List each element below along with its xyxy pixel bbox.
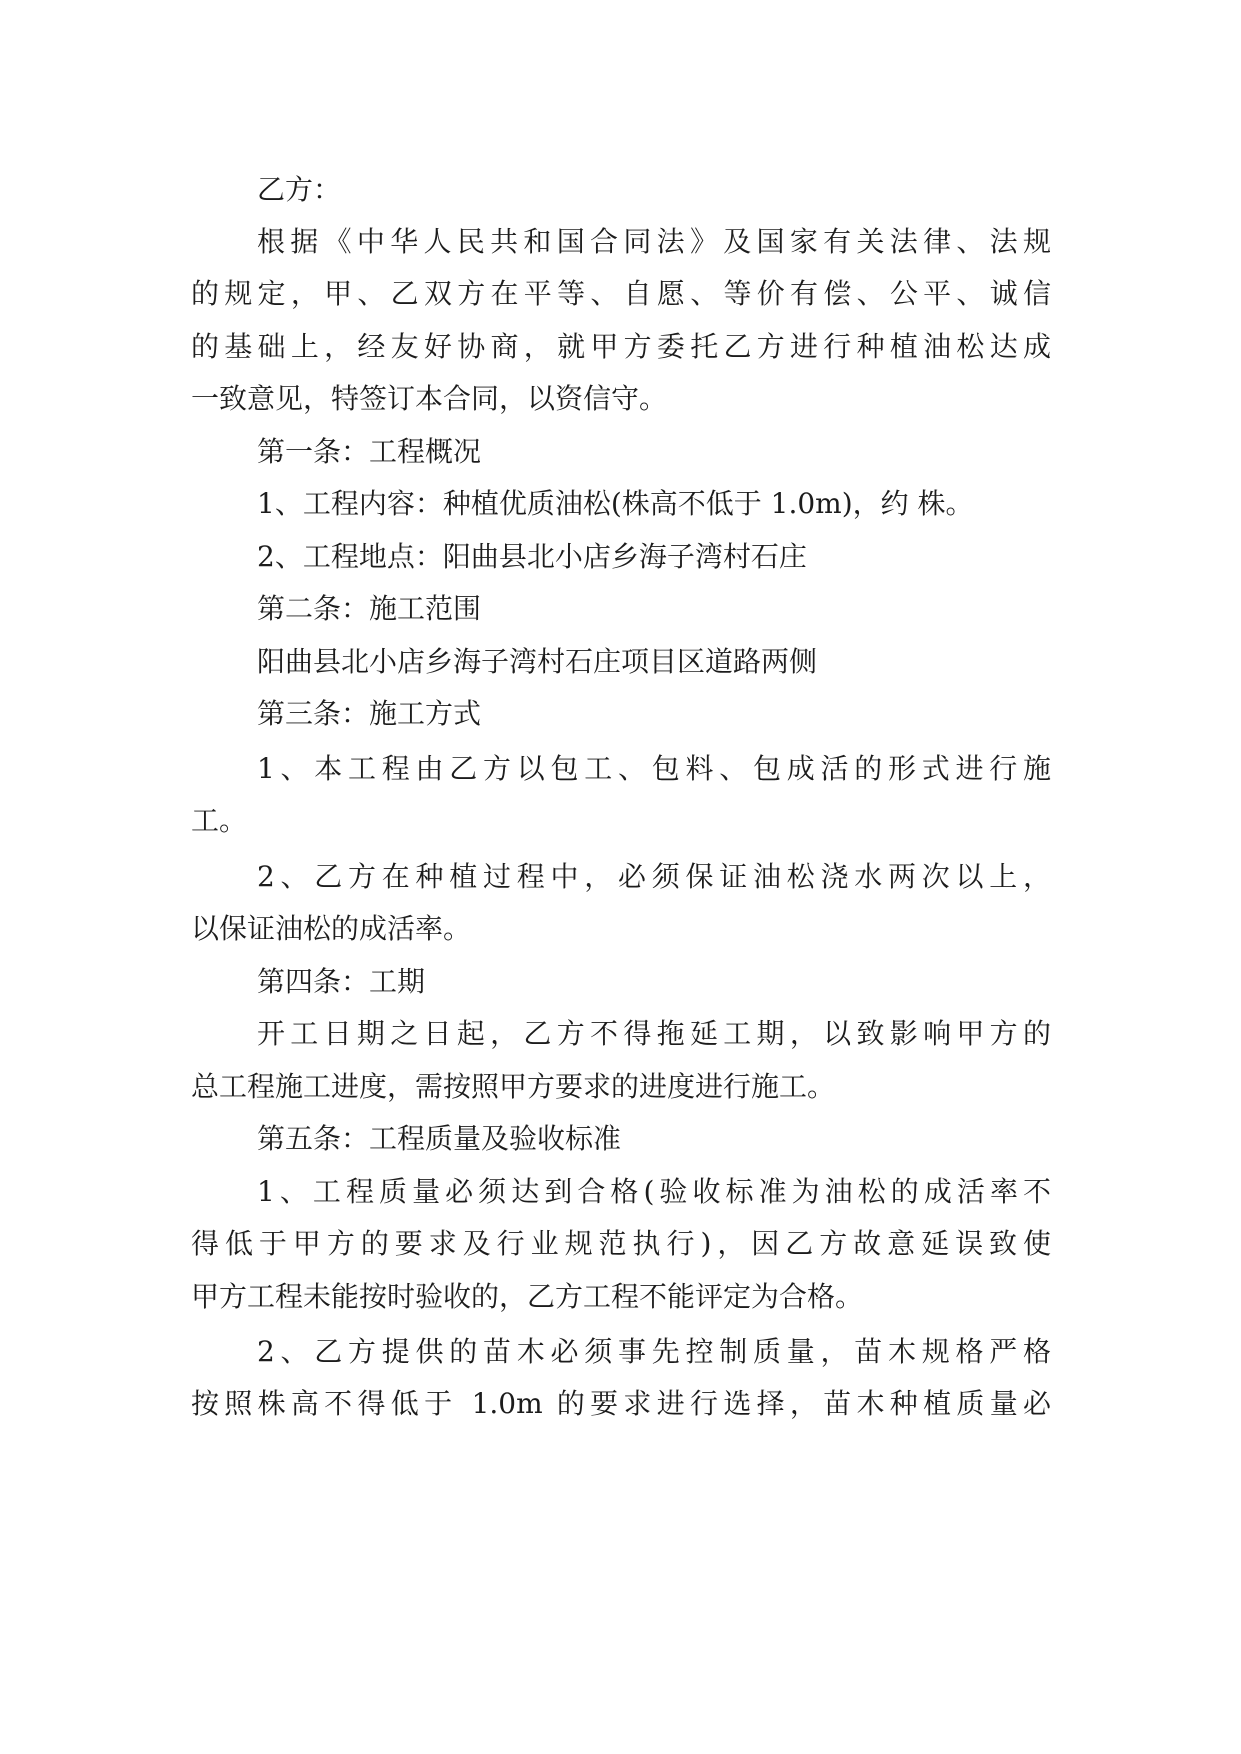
article-5-item-2: 2、乙方提供的苗木必须事先控制质量，苗木规格严格 <box>257 1335 1051 1368</box>
preamble-line: 的规定，甲、乙双方在平等、自愿、等价有偿、公平、诚信 <box>191 277 1051 310</box>
preamble-line: 一致意见，特签订本合同，以资信守。 <box>191 382 668 415</box>
article-3-heading: 第三条：施工方式 <box>257 697 482 730</box>
article-3-item-1: 工。 <box>191 804 248 837</box>
preamble-line: 根据《中华人民共和国合同法》及国家有关法律、法规 <box>257 225 1051 258</box>
article-2-body: 阳曲县北小店乡海子湾村石庄项目区道路两侧 <box>257 645 818 678</box>
article-3-item-1: 1、本工程由乙方以包工、包料、包成活的形式进行施 <box>257 752 1051 785</box>
preamble-line: 的基础上，经友好协商，就甲方委托乙方进行种植油松达成 <box>191 330 1051 363</box>
party-b-label: 乙方： <box>257 173 342 206</box>
article-3-item-2: 2、乙方在种植过程中，必须保证油松浇水两次以上， <box>257 860 1051 893</box>
article-5-item-1: 甲方工程未能按时验收的，乙方工程不能评定为合格。 <box>191 1280 864 1313</box>
article-4-body: 开工日期之日起，乙方不得拖延工期，以致影响甲方的 <box>257 1017 1051 1050</box>
article-1-item-2: 2、工程地点：阳曲县北小店乡海子湾村石庄 <box>257 540 807 573</box>
article-1-item-1: 1、工程内容：种植优质油松(株高不低于 1.0m)，约 株。 <box>257 487 974 520</box>
article-4-body: 总工程施工进度，需按照甲方要求的进度进行施工。 <box>191 1070 836 1103</box>
article-5-item-1: 1、工程质量必须达到合格(验收标准为油松的成活率不 <box>257 1175 1051 1208</box>
article-5-heading: 第五条：工程质量及验收标准 <box>257 1122 622 1155</box>
article-5-item-2: 按照株高不得低于 1.0m 的要求进行选择，苗木种植质量必 <box>191 1387 1051 1420</box>
article-2-heading: 第二条：施工范围 <box>257 592 482 625</box>
article-1-heading: 第一条：工程概况 <box>257 435 482 468</box>
article-4-heading: 第四条：工期 <box>257 965 426 998</box>
article-3-item-2: 以保证油松的成活率。 <box>191 912 472 945</box>
article-5-item-1: 得低于甲方的要求及行业规范执行)，因乙方故意延误致使 <box>191 1227 1051 1260</box>
